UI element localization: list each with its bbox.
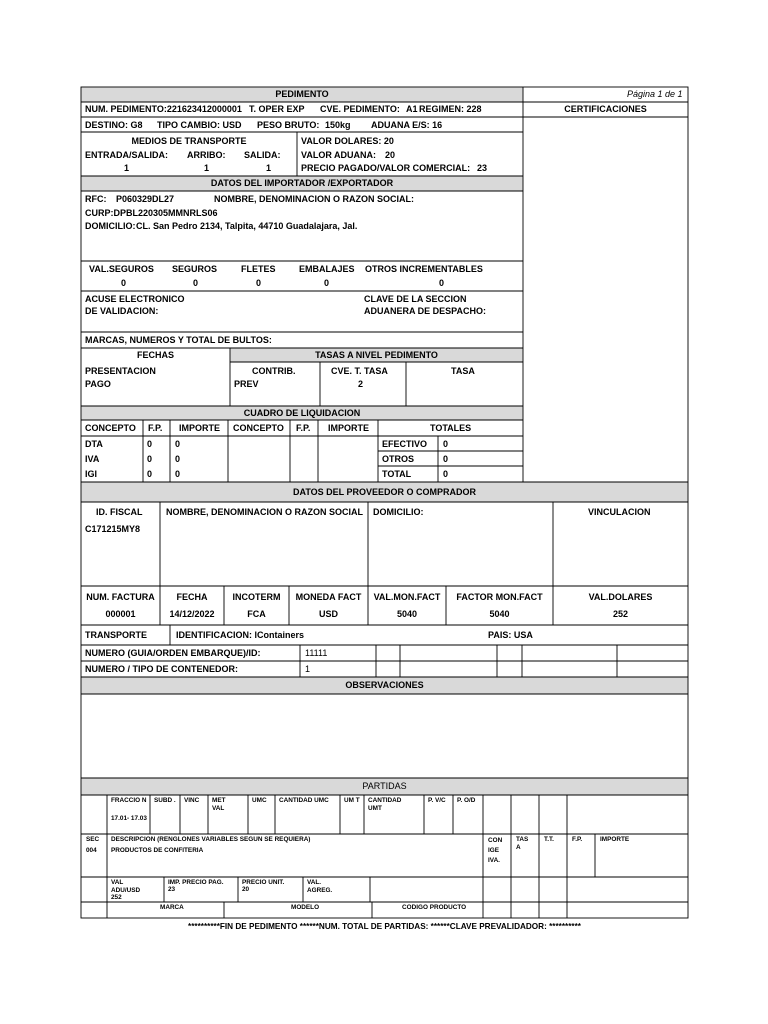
liq-header-importe-1: IMPORTE (179, 423, 221, 433)
liq-row-importe: 0 (175, 439, 181, 449)
cve-pedimento-value: A1 (406, 104, 418, 114)
vinc-label: VINC (184, 797, 200, 804)
total-otros-value: 0 (443, 454, 449, 464)
entrada-salida-value: 1 (124, 163, 130, 173)
val-agreg-label: VAL. AGREG. (307, 879, 333, 894)
partidas-title: PARTIDAS (362, 781, 407, 791)
cantidad-umt-label: CANTIDAD UMT (368, 797, 402, 812)
importe-item-label: IMPORTE (600, 836, 630, 843)
liq-header-fp-2: F.P. (296, 423, 311, 433)
proveedor-domicilio-label: DOMICILIO: (373, 507, 424, 517)
liq-row-concepto: IVA (85, 454, 100, 464)
tasa-item-label: TAS A (516, 836, 529, 851)
precio-pagado-value: 23 (477, 163, 488, 173)
cantidad-umc-label: CANTIDAD UMC (279, 797, 329, 804)
cve-tasa-value: 2 (358, 379, 364, 389)
val-adu-value: 252 (111, 894, 122, 901)
tipo-cambio: TIPO CAMBIO: USD (157, 120, 242, 130)
seguros-label: SEGUROS (172, 264, 218, 274)
vinculacion-label: VINCULACION (588, 507, 651, 517)
total-efectivo-value: 0 (443, 439, 449, 449)
factura-val-dolares-value: 252 (612, 609, 629, 619)
embalajes-label: EMBALAJES (299, 264, 355, 274)
factura-header-incoterm: INCOTERM (232, 592, 281, 602)
liq-row-fp: 0 (147, 454, 153, 464)
imp-precio-value: 23 (168, 886, 176, 893)
valor-aduana-label: VALOR ADUANA: (301, 150, 376, 160)
arribo-value: 1 (204, 163, 210, 173)
guia-value: 11111 (305, 648, 328, 658)
val-adu-label: VAL ADU/USD (111, 879, 141, 894)
pvc-label: P. V/C (428, 797, 446, 804)
contenedor-value: 1 (305, 664, 311, 674)
proveedor-nombre-label: NOMBRE, DENOMINACION O RAZON SOCIAL (166, 507, 363, 517)
factura-header-val-mon: VAL.MON.FACT (373, 592, 441, 602)
fletes-value: 0 (256, 278, 262, 288)
proveedor-title: DATOS DEL PROVEEDOR O COMPRADOR (292, 487, 477, 497)
con-ige-iva-label: CON IGE IVA. (488, 837, 503, 864)
liq-header-fp-1: F.P. (148, 423, 163, 433)
acuse-label-1: ACUSE ELECTRONICO (85, 294, 185, 304)
precio-unit-value: 20 (242, 886, 250, 893)
tt-label: T.T. (544, 836, 554, 843)
cve-tasa-label: CVE. T. TASA (331, 366, 388, 376)
fraccion-value: 17.01- 17.03 (111, 815, 147, 822)
transporte-label: TRANSPORTE (85, 630, 148, 640)
fraccion-label: FRACCIO N (111, 797, 147, 804)
tasa-label: TASA (451, 366, 475, 376)
factura-factor-value: 5040 (489, 609, 510, 619)
umc-label: UMC (252, 797, 267, 804)
total-efectivo-label: EFECTIVO (382, 439, 428, 449)
aduana: ADUANA E/S: 16 (371, 120, 443, 130)
id-fiscal-label: ID. FISCAL (96, 507, 143, 517)
observaciones-title: OBSERVACIONES (345, 680, 424, 690)
clave-seccion-label-1: CLAVE DE LA SECCION (364, 294, 467, 304)
entrada-salida-label: ENTRADA/SALIDA: (85, 150, 168, 160)
form-title: PEDIMENTO (275, 89, 329, 99)
valor-aduana-value: 20 (385, 150, 396, 160)
nombre-label: NOMBRE, DENOMINACION O RAZON SOCIAL: (214, 194, 414, 204)
presentacion-label: PRESENTACION (85, 366, 156, 376)
identificacion: IDENTIFICACION: lContainers (176, 630, 305, 640)
marca-label: MARCA (160, 904, 184, 911)
tasas-title: TASAS A NIVEL PEDIMENTO (315, 350, 438, 360)
id-fiscal-value: C171215MY8 (85, 524, 141, 534)
factura-header-num: NUM. FACTURA (86, 592, 155, 602)
liq-row-fp: 0 (147, 469, 153, 479)
factura-header-val-dolares: VAL.DOLARES (588, 592, 653, 602)
total-value: 0 (443, 469, 449, 479)
peso-bruto-value: 150kg (325, 120, 351, 130)
val-seguros-label: VAL.SEGUROS (89, 264, 154, 274)
footer-end-marker: **********FIN DE PEDIMENTO ******NUM. TOTAL DE PARTIDAS: ******CLAVE PREVALIDADOR: ********** (188, 922, 581, 931)
total-label: TOTAL (382, 469, 412, 479)
liq-row-concepto: DTA (85, 439, 103, 449)
domicilio-value: CL. San Pedro 2134, Talpita, 44710 Guadalajara, Jal. (136, 221, 358, 231)
factura-num-value: 000001 (105, 609, 136, 619)
val-seguros-value: 0 (121, 278, 127, 288)
precio-pagado-label: PRECIO PAGADO/VALOR COMERCIAL: (301, 163, 471, 173)
liq-row-fp: 0 (147, 439, 153, 449)
otros-incrementables-label: OTROS INCREMENTABLES (365, 264, 483, 274)
acuse-label-2: DE VALIDACION: (85, 306, 159, 316)
factura-header-moneda: MONEDA FACT (295, 592, 362, 602)
guia-label: NUMERO (GUIA/ORDEN EMBARQUE)/ID: (85, 648, 261, 658)
domicilio-label: DOMICILIO: (85, 221, 136, 231)
codigo-producto-label: CODIGO PRODUCTO (402, 904, 467, 911)
liq-header-concepto-2: CONCEPTO (233, 423, 284, 433)
liq-header-importe-2: IMPORTE (328, 423, 370, 433)
umt-label: UM T (344, 797, 360, 804)
sec-label: SEC (86, 836, 100, 843)
subd-label: SUBD . (154, 797, 176, 804)
total-otros-label: OTROS (382, 454, 415, 464)
met-val-label: MET VAL (212, 797, 226, 812)
imp-precio-label: IMP. PRECIO PAG. (168, 879, 224, 886)
peso-bruto-label: PESO BRUTO: (257, 120, 320, 130)
regimen: REGIMEN: 228 (419, 104, 482, 114)
fechas-title: FECHAS (136, 350, 174, 360)
fp-item-label: F.P. (572, 836, 583, 843)
precio-unit-label: PRECIO UNIT. (242, 879, 285, 886)
liq-row-concepto: IGI (85, 469, 98, 479)
rfc-value: P060329DL27 (116, 194, 175, 204)
certificaciones-title: CERTIFICACIONES (564, 104, 647, 114)
clave-seccion-label-2: ADUANERA DE DESPACHO: (364, 306, 487, 316)
valor-dolares: VALOR DOLARES: 20 (301, 136, 394, 146)
importer-section-title: DATOS DEL IMPORTADOR /EXPORTADOR (210, 178, 394, 188)
pod-label: P. O/D (457, 797, 476, 804)
contrib-value: PREV (234, 379, 259, 389)
liq-row-importe: 0 (175, 454, 181, 464)
medios-transporte-title: MEDIOS DE TRANSPORTE (131, 136, 247, 146)
pago-label: PAGO (85, 379, 111, 389)
fletes-label: FLETES (241, 264, 276, 274)
curp: CURP:DPBL220305MMNRLS06 (85, 208, 218, 218)
factura-header-fecha: FECHA (176, 592, 208, 602)
liq-header-totales: TOTALES (430, 423, 472, 433)
factura-incoterm-value: FCA (247, 609, 266, 619)
liq-header-concepto-1: CONCEPTO (85, 423, 136, 433)
seguros-value: 0 (193, 278, 199, 288)
salida-value: 1 (266, 163, 272, 173)
descripcion-label: DESCRIPCION (RENGLONES VARIABLES SEGUN SE REQUIERA) (111, 836, 311, 843)
page-indicator: Página 1 de 1 (627, 89, 683, 99)
factura-header-factor: FACTOR MON.FACT (456, 592, 543, 602)
tipo-operacion: T. OPER EXP (249, 104, 305, 114)
otros-incrementables-value: 0 (439, 278, 445, 288)
cve-pedimento-label: CVE. PEDIMENTO: (320, 104, 400, 114)
marcas-label: MARCAS, NUMEROS Y TOTAL DE BULTOS: (85, 335, 272, 345)
contrib-label: CONTRIB. (252, 366, 296, 376)
sec-value: 004 (86, 847, 97, 854)
pais: PAIS: USA (488, 630, 533, 640)
embalajes-value: 0 (324, 278, 330, 288)
num-pedimento: NUM. PEDIMENTO:221623412000001 (85, 104, 242, 114)
salida-label: SALIDA: (244, 150, 281, 160)
modelo-label: MODELO (291, 904, 320, 911)
liq-row-importe: 0 (175, 469, 181, 479)
factura-fecha-value: 14/12/2022 (169, 609, 215, 619)
destino: DESTINO: G8 (85, 120, 143, 130)
factura-val-mon-value: 5040 (396, 609, 418, 619)
arribo-label: ARRIBO: (187, 150, 226, 160)
descripcion-value: PRODUCTOS DE CONFITERIA (111, 847, 204, 854)
factura-moneda-value: USD (318, 609, 338, 619)
liquidacion-title: CUADRO DE LIQUIDACION (243, 408, 361, 418)
rfc-label: RFC: (85, 194, 107, 204)
contenedor-label: NUMERO / TIPO DE CONTENEDOR: (85, 664, 239, 674)
